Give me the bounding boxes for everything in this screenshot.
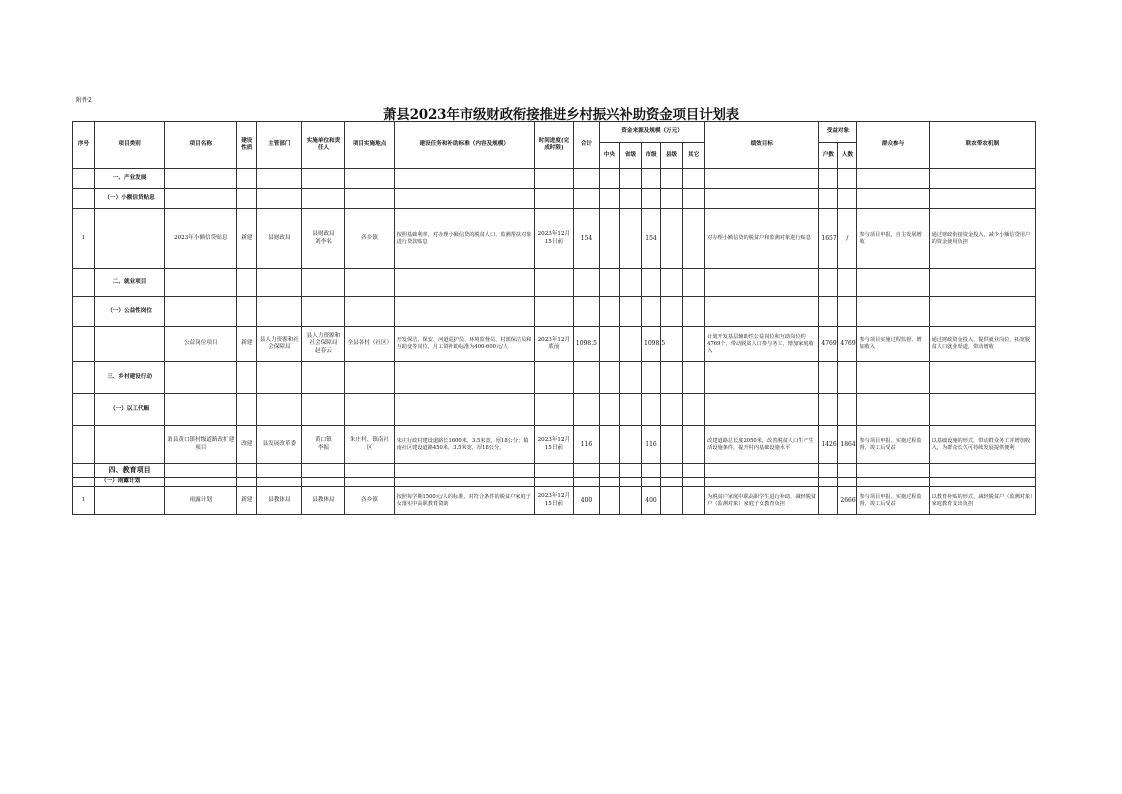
section-row [73,464,1036,478]
cell-total: 154 [573,209,599,269]
cell-goal: 改建道路总长度2050米，改善脱贫人口生产生活设施条件，提升村内基础设施水平 [705,426,819,464]
header-people: 人数 [838,143,857,169]
cell-city: 116 [642,426,661,464]
section-title: 一、产业发展 [95,169,165,189]
subsection-title: （一）雨露计划 [95,478,165,487]
section-row [73,269,1036,297]
cell-nature: 改建 [237,426,257,464]
cell-dept: 县财政局 [257,209,302,269]
header-category: 项目类别 [95,122,165,169]
table-row [73,209,1036,269]
cell-name: 2023年小额信贷贴息 [165,209,237,269]
header-province: 省级 [619,143,641,169]
cell-people: / [838,209,857,269]
header-goal: 绩效目标 [705,122,819,169]
header-households: 户数 [819,143,838,169]
header-name: 项目名称 [165,122,237,169]
cell-city: 154 [642,209,661,269]
header-row-1 [73,122,1036,143]
cell-schedule: 2023年12月15日前 [534,426,573,464]
cell-city: 1098.5 [642,327,661,362]
cell-participation: 参与项目申报、实施过程监督、竣工后受益 [857,487,929,515]
cell-seq: 1 [73,209,95,269]
header-other: 其它 [683,143,705,169]
header-content: 建设任务和补助标准（内容及规模） [394,122,534,169]
header-city: 市级 [642,143,661,169]
cell-nature: 新建 [237,487,257,515]
header-nature: 建设性质 [237,122,257,169]
cell-households: 1657 [819,209,838,269]
cell-goal: 为脱贫户家庭中职高职学生进行补助，减轻脱贫户（监测对象）家庭子女教育负担 [705,487,819,515]
cell-dept: 县教体局 [257,487,302,515]
header-fund-group: 资金来源及规模（万元） [599,122,704,143]
header-participation: 群众参与 [857,122,929,169]
cell-total: 116 [573,426,599,464]
table-row [73,327,1036,362]
cell-people: 2666 [838,487,857,515]
cell-impl: 县教体局 [302,487,345,515]
header-location: 项目实施地点 [345,122,394,169]
cell-goal: 对办理小额信贷的脱贫户和监测对象进行贴息 [705,209,819,269]
cell-name: 公益岗位项目 [165,327,237,362]
cell-impl: 县财政局 刘李名 [302,209,345,269]
cell-mechanism: 通过财政衔接资金投入，减少小额信贷用户的资金使用负担 [929,209,1035,269]
cell-content: 朱庄行政村建设道路长1600米，3.5米宽，厚18公分；镇南社区建设道路450米，3.5米宽，厚18公分。 [394,426,534,464]
cell-location: 朱庄村、镇南社区 [345,426,394,464]
cell-content: 按照基础利率，对办理小额信贷的脱贫人口、监测帮扶对象进行贷款贴息 [394,209,534,269]
subsection-row [73,189,1036,209]
cell-seq: 1 [73,487,95,515]
cell-goal: 计划开发基层辅助性公益岗位和互助岗位约4769个，带动脱贫人口参与务工，增加家庭收入 [705,327,819,362]
attachment-label: 附件2 [76,97,92,104]
header-impl-unit: 实施单位和责任人 [302,122,345,169]
header-dept: 主管部门 [257,122,302,169]
cell-mechanism: 通过财政资金投入，提供就业岗位，拓宽脱贫人口就业渠道，带动增收 [929,327,1035,362]
cell-location: 各乡镇 [345,209,394,269]
cell-nature: 新建 [237,209,257,269]
cell-households [819,487,838,515]
cell-schedule: 2023年12月底前 [534,327,573,362]
section-title: 四、教育项目 [95,464,165,478]
cell-content: 开发保洁、保安、河道巡护员、环境监督员、村部保洁员和互助变等岗位，月工资补助标准为400-600元/人 [394,327,534,362]
cell-impl: 县人力资源和社会保障局 赵春云 [302,327,345,362]
section-row [73,169,1036,189]
cell-people: 4769 [838,327,857,362]
cell-dept: 县人力资源和社会保障局 [257,327,302,362]
table-row [73,487,1036,515]
header-seq: 序号 [73,122,95,169]
header-schedule: 时间进度(完成时限) [534,122,573,169]
page-title: 萧县2023年市级财政衔接推进乡村振兴补助资金项目计划表 [383,107,739,123]
cell-name: 雨露计划 [165,487,237,515]
cell-participation: 参与项目申报，自主发展增收 [857,209,929,269]
cell-schedule: 2023年12月15日前 [534,209,573,269]
cell-schedule: 2023年12月15日前 [534,487,573,515]
header-central: 中央 [599,143,619,169]
cell-impl: 黄口镇 李振 [302,426,345,464]
cell-total: 400 [573,487,599,515]
subsection-row [73,478,1036,487]
header-total: 合计 [573,122,599,169]
cell-households: 4769 [819,327,838,362]
cell-total: 1098.5 [573,327,599,362]
subsection-title: （一）以工代赈 [95,394,165,426]
header-mechanism: 联农带农机制 [929,122,1035,169]
cell-city: 400 [642,487,661,515]
cell-people: 1864 [838,426,857,464]
subsection-title: （一）小额信贷贴息 [95,189,165,209]
project-plan-table [72,121,1036,515]
subsection-row [73,394,1036,426]
cell-dept: 县发展改革委 [257,426,302,464]
cell-nature: 新建 [237,327,257,362]
subsection-row [73,297,1036,327]
section-title: 三、乡村建设行动 [95,362,165,394]
header-county: 县级 [661,143,683,169]
cell-location: 各乡镇 [345,487,394,515]
header-beneficiary-group: 受益对象 [819,122,857,143]
cell-content: 按照每学期1500元/人的标准，对符合条件的脱贫户家庭子女落实中高职教育资助 [394,487,534,515]
cell-participation: 参与项目实施过程监督、增加收入 [857,327,929,362]
section-row [73,362,1036,394]
cell-mechanism: 以基础设施的形式，带动群众务工并增加收入，为群众长久可持续发展提供便利 [929,426,1035,464]
cell-name: 萧县黄口镇村级道路改扩建项目 [165,426,237,464]
cell-location: 全县各村（社区） [345,327,394,362]
cell-seq [73,426,95,464]
table-row [73,426,1036,464]
cell-households: 1426 [819,426,838,464]
cell-seq [73,327,95,362]
cell-participation: 参与项目申报、实施过程监督、竣工后受益 [857,426,929,464]
subsection-title: （一）公益性岗位 [95,297,165,327]
cell-mechanism: 以教育补贴的形式，减轻脱贫户（监测对象）家庭教育支出负担 [929,487,1035,515]
section-title: 二、就业项目 [95,269,165,297]
